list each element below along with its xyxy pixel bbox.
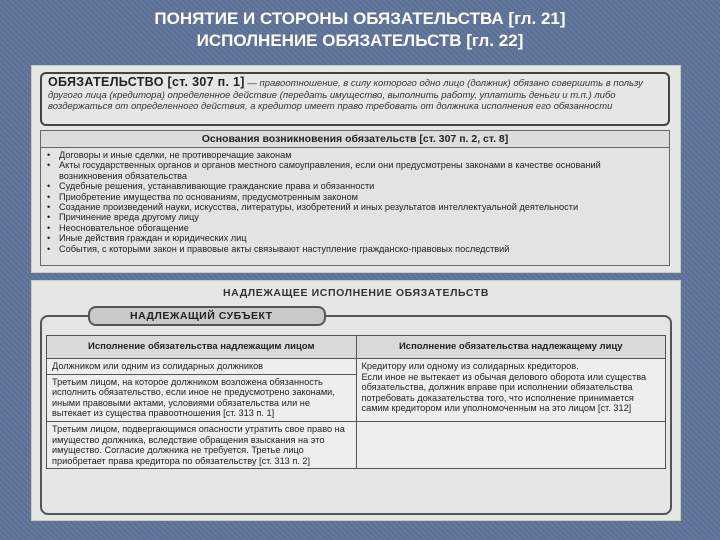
right-cell-line-2: Если иное не вытекает из обычая делового оборота или существа обязательства, должник вправе при исполнении обязательства потребовать доказательства того, что исполнение принимается самим кредитором или уполномоченным на это лицом [ст. 312]	[361, 371, 647, 414]
grounds-item: • Акты государственных органов и органов местного самоуправления, если они предусмотрены законами в качестве оснований возникновения обязательства	[47, 160, 663, 181]
scanned-page-execution	[32, 281, 680, 520]
table-cell-left: Должником или одним из солидарных должников	[47, 359, 357, 375]
definition-term: ОБЯЗАТЕЛЬСТВО [ст. 307 п. 1]	[48, 75, 245, 89]
grounds-item: • Неосновательное обогащение	[47, 223, 663, 233]
grounds-item: • Судебные решения, устанавливающие гражданские права и обязанности	[47, 181, 663, 191]
table-cell-right	[356, 359, 666, 422]
slide-title-line-2: ИСПОЛНЕНИЕ ОБЯЗАТЕЛЬСТВ [гл. 22]	[196, 31, 524, 50]
grounds-item: • Приобретение имущества по основаниям, предусмотренным законом	[47, 192, 663, 202]
grounds-item: • Причинение вреда другому лицу	[47, 212, 663, 222]
subject-label: НАДЛЕЖАЩИЙ СУБЪЕКТ	[88, 306, 326, 326]
table-header-left: Исполнение обязательства надлежащим лицом	[47, 336, 357, 359]
execution-table	[46, 335, 666, 469]
table-cell-empty	[356, 421, 666, 468]
grounds-item: • Иные действия граждан и юридических лиц	[47, 233, 663, 243]
definition-box	[40, 72, 670, 126]
table-row	[47, 359, 666, 375]
grounds-box	[40, 130, 670, 266]
table-row	[47, 421, 666, 468]
grounds-heading: Основания возникновения обязательств [ст. 307 п. 2, ст. 8]	[41, 131, 669, 148]
right-cell-line-1: Кредитору или одному из солидарных кредиторов.	[361, 361, 579, 371]
scanned-page-obligation	[32, 66, 680, 272]
grounds-list	[41, 150, 669, 254]
table-cell-left: Третьим лицом, подвергающимся опасности утратить свое право на имущество должника, вследствие обращения взыскания на это имущество. Согласие должника не требуется. Третье лицо приобретает права кредитора по обязательству [ст. 313 п. 2]	[47, 421, 357, 468]
execution-title: НАДЛЕЖАЩЕЕ ИСПОЛНЕНИЕ ОБЯЗАТЕЛЬСТВ	[222, 287, 490, 299]
slide-title-line-1: ПОНЯТИЕ И СТОРОНЫ ОБЯЗАТЕЛЬСТВА [гл. 21]	[154, 9, 566, 28]
grounds-item: • Договоры и иные сделки, не противоречащие законам	[47, 150, 663, 160]
definition-text: — правоотношение, в силу которого одно лицо (должник) обязано совершить в пользу другого лица (кредитора) определенное действие (передать имущество, выполнить работу, уплатить деньги и т.п.) либо воздержаться от определенного действия, а кредитор имеет право требовать от должника исполнения его обязанности	[48, 78, 643, 112]
grounds-item: • События, с которыми закон и правовые акты связывают наступление гражданско-правовых последствий	[47, 244, 663, 254]
table-header-right: Исполнение обязательства надлежащему лицу	[356, 336, 666, 359]
grounds-item: • Создание произведений науки, искусства, литературы, изобретений и иных результатов интеллектуальной деятельности	[47, 202, 663, 212]
slide-title	[0, 8, 720, 52]
table-cell-left: Третьим лицом, на которое должником возложена обязанность исполнить обязательство, если иное не предусмотрено законами, иными правовыми актами, условиями обязательства или не вытекает из существа правоотношения [ст. 313 п. 1]	[47, 374, 357, 421]
table-header-row	[47, 336, 666, 359]
